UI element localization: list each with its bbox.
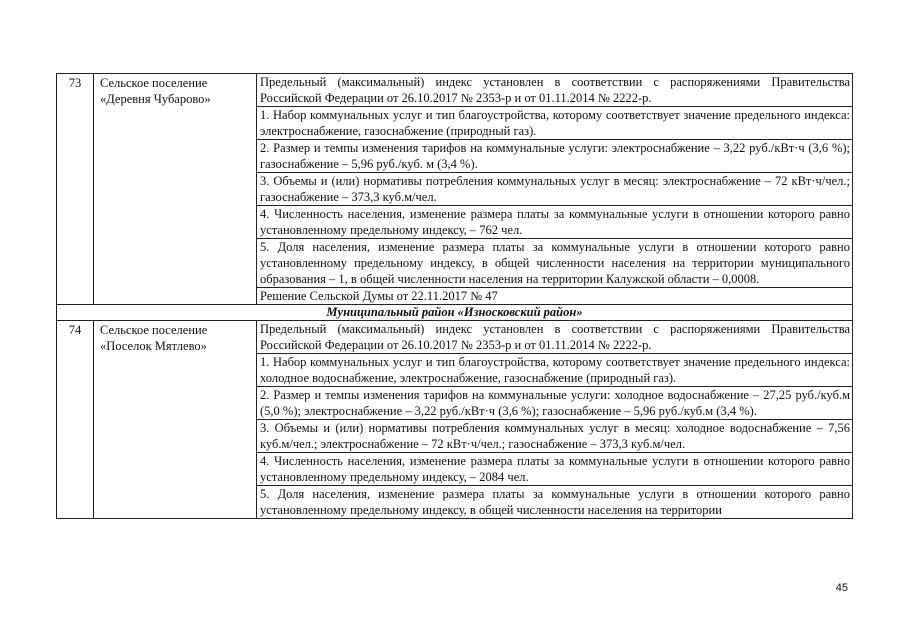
paragraph: 4. Численность населения, изменение размера платы за коммунальные услуги в отношении которого равно установленному предельному индексу, – 762 чел. — [257, 206, 852, 239]
paragraph: 5. Доля населения, изменение размера платы за коммунальные услуги в отношении которого равно установленному предельному индексу, в общей численности населения на территории муниципального образования – 1, в общей численности населения на территории Калужской области – 0,0008. — [257, 239, 852, 288]
table-row — [57, 321, 853, 519]
section-row — [57, 305, 853, 321]
paragraph: 4. Численность населения, изменение размера платы за коммунальные услуги в отношении которого равно установленному предельному индексу, – 2084 чел. — [257, 453, 852, 486]
paragraph: 2. Размер и темпы изменения тарифов на коммунальные услуги: холодное водоснабжение – 27,25 руб./куб.м (5,0 %); электроснабжение – 3,22 руб./кВт·ч (3,6 %); газоснабжение – 5,96 руб./куб.м (3,4 %). — [257, 387, 852, 420]
paragraph: Предельный (максимальный) индекс установлен в соответствии с распоряжениями Правительства Российской Федерации от 26.10.2017 № 2353-р и от 01.11.2014 № 2222-р. — [257, 321, 852, 354]
tariff-index-table — [56, 73, 853, 519]
row-details — [257, 321, 853, 519]
settlement-name: Сельское поселение «Поселок Мятлево» — [94, 321, 257, 519]
settlement-name: Сельское поселение «Деревня Чубарово» — [94, 74, 257, 305]
decision-reference: Решение Сельской Думы от 22.11.2017 № 47 — [260, 289, 498, 303]
row-number: 74 — [57, 321, 94, 519]
paragraph: 5. Доля населения, изменение размера платы за коммунальные услуги в отношении которого равно установленному предельному индексу, в общей численности населения на территории — [260, 487, 850, 517]
paragraph: 2. Размер и темпы изменения тарифов на коммунальные услуги: электроснабжение – 3,22 руб./кВт·ч (3,6 %); газоснабжение – 5,96 руб./куб. м (3,4 %). — [257, 140, 852, 173]
table-row — [57, 74, 853, 305]
paragraph: 3. Объемы и (или) нормативы потребления коммунальных услуг в месяц: электроснабжение – 72 кВт·ч/чел.; газоснабжение – 373,3 куб.м/чел. — [257, 173, 852, 206]
paragraph: 1. Набор коммунальных услуг и тип благоустройства, которому соответствует значение предельного индекса: электроснабжение, газоснабжение (природный газ). — [257, 107, 852, 140]
paragraph: Предельный (максимальный) индекс установлен в соответствии с распоряжениями Правительства Российской Федерации от 26.10.2017 № 2353-р и от 01.11.2014 № 2222-р. — [257, 74, 852, 107]
row-number: 73 — [57, 74, 94, 305]
page-number: 45 — [835, 582, 848, 594]
section-title: Муниципальный район «Износковский район» — [57, 305, 853, 321]
paragraph: 1. Набор коммунальных услуг и тип благоустройства, которому соответствует значение предельного индекса: холодное водоснабжение, электроснабжение, газоснабжение (природный газ). — [257, 354, 852, 387]
paragraph: 3. Объемы и (или) нормативы потребления коммунальных услуг в месяц: холодное водоснабжение – 7,56 куб.м/чел.; электроснабжение – 72 кВт·ч/чел.; газоснабжение – 373,3 куб.м/чел. — [257, 420, 852, 453]
row-details — [257, 74, 853, 305]
